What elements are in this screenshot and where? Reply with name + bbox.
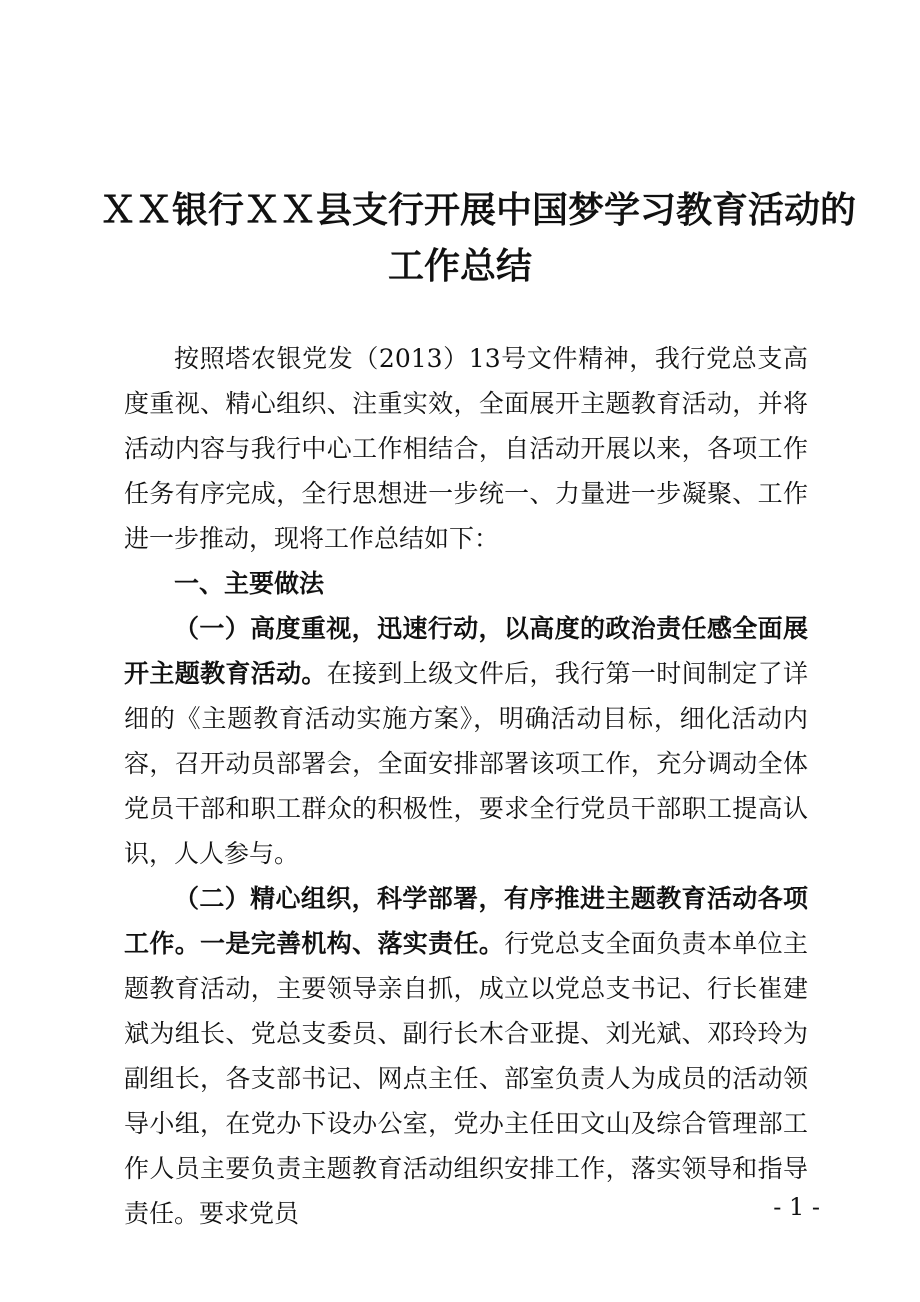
section-heading-main-practices: 一、主要做法	[174, 569, 325, 598]
item-2-bold-lead: （二）精心组织，科学部署，有序推进主题教育活动各项工作。一是完善机构、落实责任。	[124, 884, 808, 958]
title-line-2: 工作总结	[387, 246, 532, 287]
document-body	[124, 336, 808, 1236]
title-line-1: ＸＸ银行ＸＸ县支行开展中国梦学习教育活动的	[100, 190, 857, 231]
item-1-paragraph	[124, 606, 808, 876]
item-2-paragraph	[124, 876, 808, 1236]
page-number: - 1 -	[773, 1193, 820, 1221]
item-2-text: 行党总支全面负责本单位主题教育活动，主要领导亲自抓，成立以党总支书记、行长崔建斌为组长、党总支委员、副行长木合亚提、刘光斌、邓玲玲为副组长，各支部书记、网点主任、部室负责人为成员的活动领导小组，在党办下设办公室，党办主任田文山及综合管理部工作人员主要负责主题教育活动组织安排工作，落实领导和指导责任。要求党员	[124, 929, 808, 1228]
item-1-text: 在接到上级文件后，我行第一时间制定了详细的《主题教育活动实施方案》，明确活动目标，细化活动内容，召开动员部署会，全面安排部署该项工作，充分调动全体党员干部和职工群众的积极性，要求全行党员干部职工提高认识，人人参与。	[124, 659, 808, 868]
item-1-bold-lead: （一）高度重视，迅速行动，以高度的政治责任感全面展开主题教育活动。	[124, 614, 808, 688]
intro-paragraph: 按照塔农银党发（2013）13号文件精神，我行党总支高度重视、精心组织、注重实效，全面展开主题教育活动，并将活动内容与我行中心工作相结合，自活动开展以来，各项工作任务有序完成，全行思想进一步统一、力量进一步凝聚、工作进一步推动，现将工作总结如下：	[124, 344, 808, 553]
document-title	[100, 183, 857, 295]
